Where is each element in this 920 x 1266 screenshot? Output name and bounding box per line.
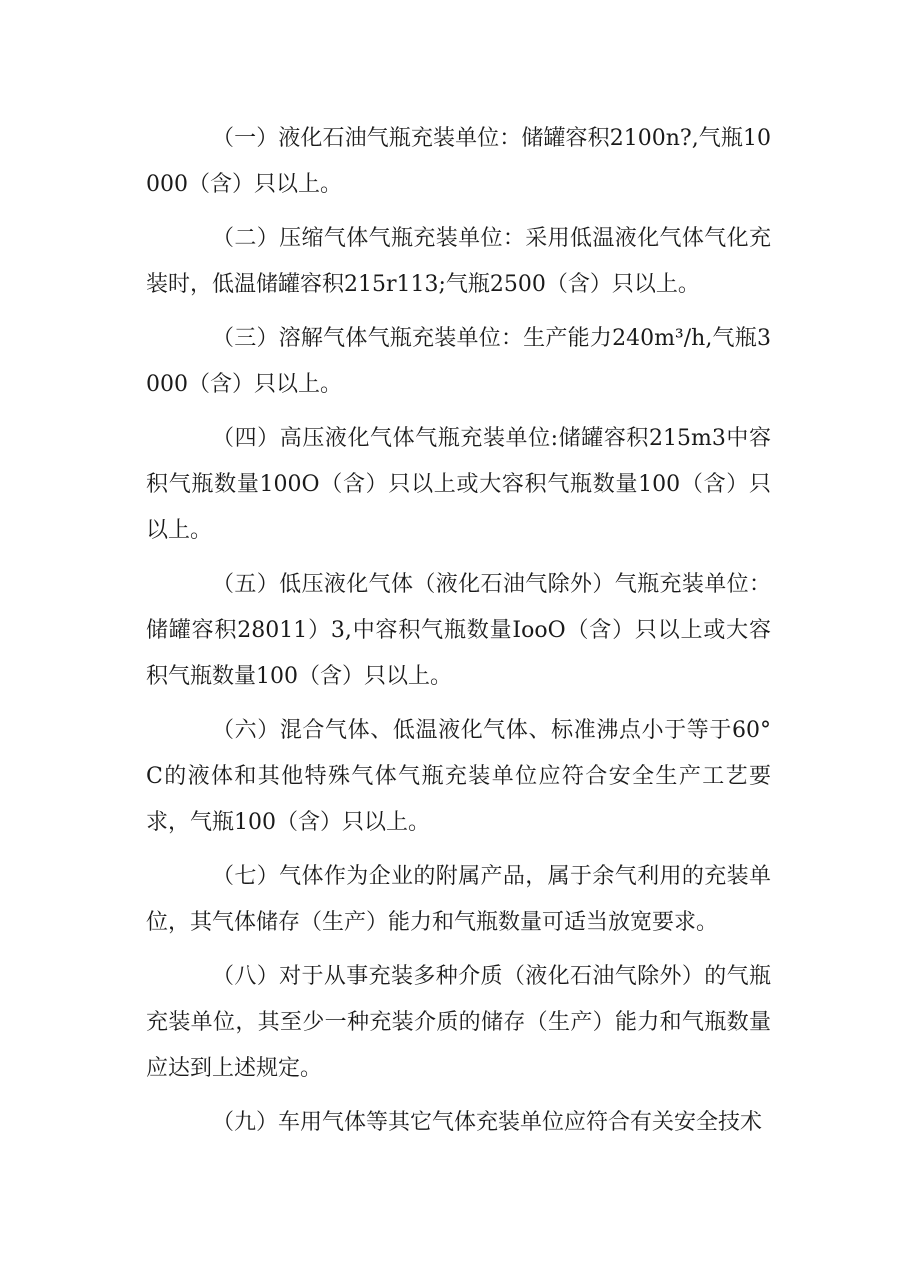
- paragraph-4: （四）高压液化气体气瓶充装单位:储罐容积215m3中容积气瓶数量100O（含）只以上或大容积气瓶数量100（含）只以上。: [146, 426, 771, 543]
- paragraph-3: （三）溶解气体气瓶充装单位：生产能力240m³/h,气瓶3000（含）只以上。: [146, 326, 771, 397]
- paragraph-9: （九）车用气体等其它气体充装单位应符合有关安全技术: [212, 1110, 763, 1135]
- paragraph-8: （八）对于从事充装多种介质（液化石油气除外）的气瓶充装单位，其至少一种充装介质的储存（生产）能力和气瓶数量应达到上述规定。: [146, 964, 771, 1081]
- paragraph-5: （五）低压液化气体（液化石油气除外）气瓶充装单位：储罐容积28011）3,中容积气瓶数量IooO（含）只以上或大容积气瓶数量100（含）只以上。: [146, 572, 771, 689]
- paragraph-6: （六）混合气体、低温液化气体、标准沸点小于等于60°C的液体和其他特殊气体气瓶充装单位应符合安全生产工艺要求，气瓶100（含）只以上。: [146, 718, 771, 835]
- document-body: [146, 116, 771, 1154]
- paragraph-1: （一）液化石油气瓶充装单位：储罐容积2100n?,气瓶10000（含）只以上。: [146, 126, 771, 197]
- paragraph-7: （七）气体作为企业的附属产品，属于余气利用的充装单位，其气体储存（生产）能力和气瓶数量可适当放宽要求。: [146, 864, 771, 935]
- paragraph-2: （二）压缩气体气瓶充装单位：采用低温液化气体气化充装时，低温储罐容积215r113;气瓶2500（含）只以上。: [146, 226, 771, 297]
